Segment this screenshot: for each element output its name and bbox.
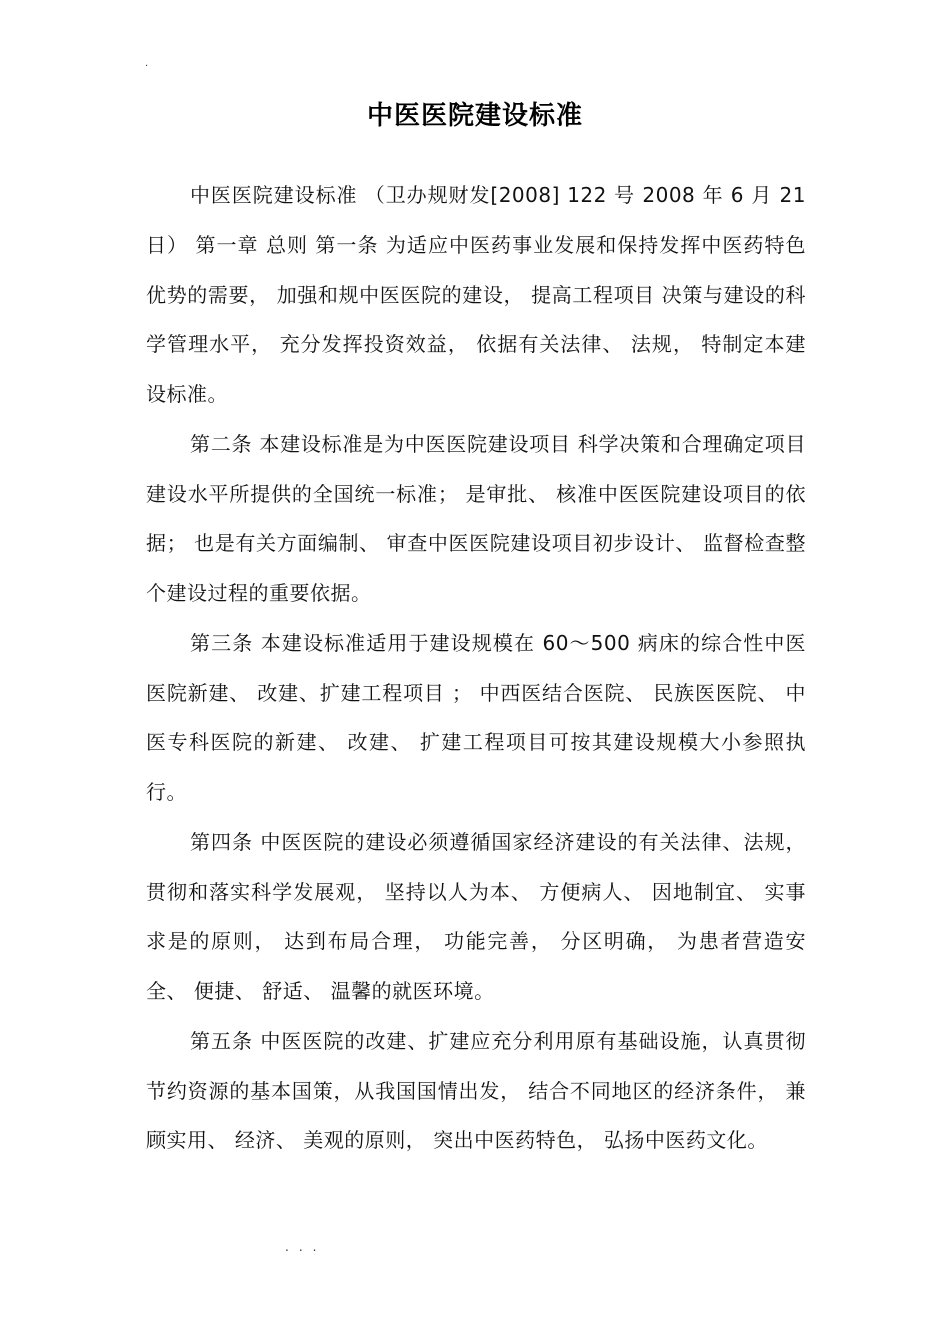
footer-marks: ...: [285, 1240, 327, 1254]
corner-mark: .: [145, 58, 149, 69]
document-title: 中医医院建设标准: [366, 101, 583, 131]
paragraph-1: 中医医院建设标准 （卫办规财发[2008] 122 号 2008 年 6 月 21 日） 第一章 总则 第一条 为适应中医药事业发展和保持发挥中医药特色优势的需要， 加强和规中医医院的建设， 提高工程项目 决策与建设的科学管理水平， 充分发挥投资效益， 依据有关法律、 法规， 特制定本建设标准。: [146, 183, 806, 406]
paragraph-2: 第二条 本建设标准是为中医医院建设项目 科学决策和合理确定项目 建设水平所提供的全国统一标准； 是审批、 核准中医医院建设项目的依据； 也是有关方面编制、 审查中医医院建设项目初步设计、 监督检查整个建设过程的重要依据。: [146, 431, 806, 605]
paragraph-3: 第三条 本建设标准适用于建设规模在 60～500 病床的综合性中医医院新建、 改建、扩建工程项目 ； 中西医结合医院、 民族医医院、 中医专科医院的新建、 改建、 扩建工程项目可按其建设规模大小参照执行。: [146, 630, 806, 804]
paragraph-4: 第四条 中医医院的建设必须遵循国家经济建设的有关法律、法规， 贯彻和落实科学发展观， 坚持以人为本、 方便病人、 因地制宜、 实事求是的原则， 达到布局合理， 功能完善， 分区明确， 为患者营造安全、 便捷、 舒适、 温馨的就医环境。: [146, 829, 806, 1003]
paragraph-5: 第五条 中医医院的改建、扩建应充分利用原有基础设施，认真贯彻节约资源的基本国策，从我国国情出发， 结合不同地区的经济条件， 兼顾实用、 经济、 美观的原则， 突出中医药特色， 弘扬中医药文化。: [146, 1028, 806, 1153]
document-body: [146, 171, 806, 1166]
